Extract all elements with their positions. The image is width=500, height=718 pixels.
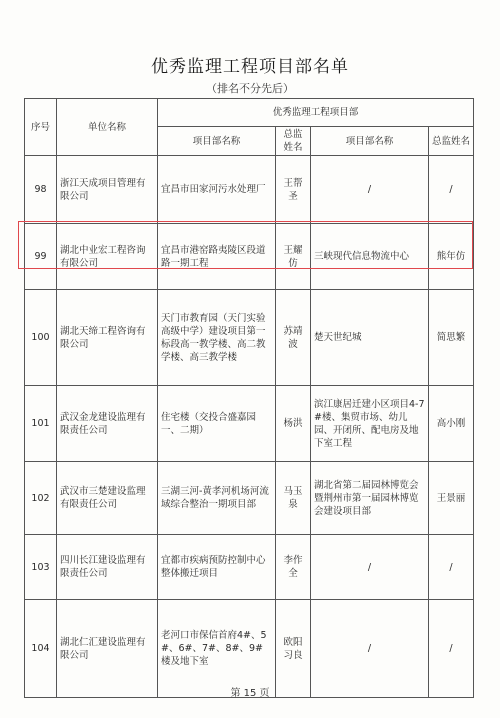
- table-row: [25, 224, 474, 290]
- header-group: 优秀监理工程项目部: [158, 99, 474, 127]
- project-cell: 楚天世纪城: [311, 290, 429, 386]
- project-cell: /: [311, 600, 429, 698]
- project-cell: 湖北省第二届园林博览会暨荆州市第一届园林博览会建设项目部: [311, 462, 429, 535]
- seq-cell: 102: [25, 462, 57, 535]
- project-cell: 住宅楼（交投合盛嘉园一、二期）: [158, 386, 276, 462]
- chief-cell: /: [429, 535, 474, 600]
- chief-cell: 王帮圣: [276, 156, 311, 224]
- unit-cell: 湖北中业宏工程咨询有限公司: [57, 224, 158, 290]
- table-row: [25, 462, 474, 535]
- seq-cell: 104: [25, 600, 57, 698]
- unit-cell: 四川长江建设监理有限责任公司: [57, 535, 158, 600]
- table-row: [25, 290, 474, 386]
- project-cell: 宜都市疾病预防控制中心整体搬迁项目: [158, 535, 276, 600]
- unit-cell: 浙江天成项目管理有限公司: [57, 156, 158, 224]
- project-cell: 老河口市保信首府4#、5#、6#、7#、8#、9#楼及地下室: [158, 600, 276, 698]
- chief-cell: /: [429, 600, 474, 698]
- chief-cell: 马玉泉: [276, 462, 311, 535]
- header-project-1: 项目部名称: [158, 127, 276, 156]
- chief-cell: 李作全: [276, 535, 311, 600]
- page-number: 第 15 页: [230, 688, 270, 699]
- seq-cell: 101: [25, 386, 57, 462]
- seq-cell: 100: [25, 290, 57, 386]
- chief-cell: /: [429, 156, 474, 224]
- unit-cell: 武汉金龙建设监理有限责任公司: [57, 386, 158, 462]
- table-row: [25, 600, 474, 698]
- chief-cell: 简思繁: [429, 290, 474, 386]
- table-row: [25, 386, 474, 462]
- chief-cell: 高小刚: [429, 386, 474, 462]
- project-cell: 滨江康居迁建小区项目4-7#楼、集贸市场、幼儿园、开闭所、配电房及地下室工程: [311, 386, 429, 462]
- project-cell: 天门市教育园（天门实验高级中学）建设项目第一标段高一教学楼、高二教学楼、高三教学楼: [158, 290, 276, 386]
- project-cell: 宜昌市港窑路夷陵区段道路一期工程: [158, 224, 276, 290]
- chief-cell: 欧阳习良: [276, 600, 311, 698]
- table-row: [25, 156, 474, 224]
- chief-cell: 杨洪: [276, 386, 311, 462]
- chief-cell: 王景丽: [429, 462, 474, 535]
- chief-cell: 王耀仿: [276, 224, 311, 290]
- page-subtitle: （排名不分先后）: [206, 82, 294, 95]
- header-project-2: 项目部名称: [311, 127, 429, 156]
- chief-cell: 熊年仿: [429, 224, 474, 290]
- header-chief-1: 总监姓名: [276, 127, 311, 156]
- project-cell: 三峡现代信息物流中心: [311, 224, 429, 290]
- unit-cell: 湖北仁汇建设监理有限公司: [57, 600, 158, 698]
- seq-cell: 103: [25, 535, 57, 600]
- table-row: [25, 535, 474, 600]
- unit-cell: 武汉市三楚建设监理有限责任公司: [57, 462, 158, 535]
- project-cell: 宜昌市田家河污水处理厂: [158, 156, 276, 224]
- chief-cell: 苏靖波: [276, 290, 311, 386]
- project-table: [24, 98, 474, 698]
- project-cell: /: [311, 156, 429, 224]
- header-chief-2: 总监姓名: [429, 127, 474, 156]
- project-cell: /: [311, 535, 429, 600]
- project-cell: 三湖三河-黄孝河机场河流域综合整治一期项目部: [158, 462, 276, 535]
- header-unit: 单位名称: [57, 99, 158, 156]
- seq-cell: 98: [25, 156, 57, 224]
- page-title: 优秀监理工程项目部名单: [151, 57, 349, 77]
- header-seq: 序号: [25, 99, 57, 156]
- unit-cell: 湖北天缔工程咨询有限公司: [57, 290, 158, 386]
- seq-cell: 99: [25, 224, 57, 290]
